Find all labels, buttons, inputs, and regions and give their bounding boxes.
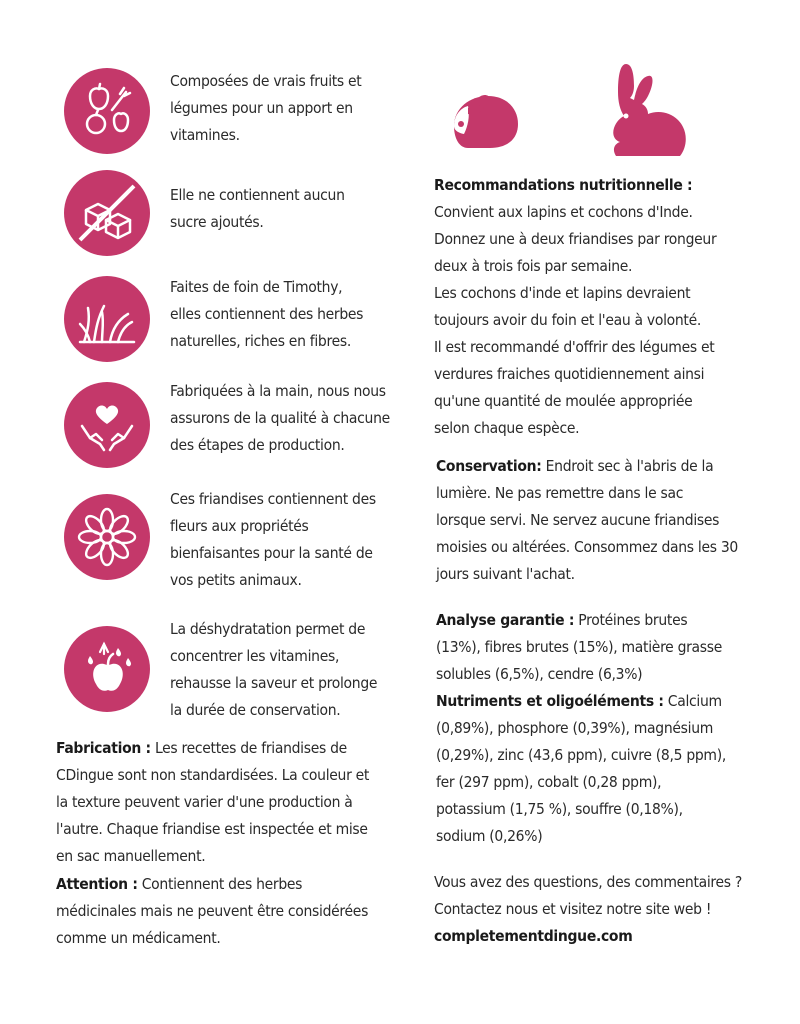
feature-handmade xyxy=(64,382,414,472)
feature-text: Elle ne contiennent aucun sucre ajoutés. xyxy=(170,186,345,231)
analyse-heading: Analyse garantie : xyxy=(436,611,575,629)
feature-no-sugar xyxy=(64,170,414,260)
rabbit-icon xyxy=(598,58,694,162)
fruits-vegetables-icon xyxy=(64,68,150,154)
hay-grass-icon xyxy=(64,276,150,362)
conservation-section xyxy=(436,453,786,588)
attention-heading: Attention : xyxy=(56,875,138,893)
attention-text: Contiennent des herbes médicinales mais ne peuvent être considérées comme un médicament. xyxy=(56,875,369,947)
no-sugar-icon xyxy=(64,170,150,256)
recommandations-heading: Recommandations nutritionnelle : xyxy=(434,176,693,194)
feature-dehydration xyxy=(64,620,414,719)
guinea-pig-icon xyxy=(446,86,524,154)
analyse-text: Protéines brutes (13%), fibres brutes (15%), matière grasse solubles (6,5%), cendre (6,3%) xyxy=(436,611,723,683)
feature-text: Composées de vrais fruits et légumes pour un apport en vitamines. xyxy=(170,72,362,144)
feature-text: Fabriquées à la main, nous nous assurons de la qualité à chacune des étapes de production. xyxy=(170,382,390,454)
contact-text: Vous avez des questions, des commentaires ? Contactez nous et visitez notre site web ! xyxy=(434,873,742,918)
contact-section xyxy=(434,869,794,950)
analyse-section xyxy=(436,607,786,688)
feature-fruits xyxy=(64,68,414,158)
recommandations-text: Convient aux lapins et cochons d'Inde. Donnez une à deux friandises par rongeur deux à trois fois par semaine. Les cochons d'inde et lapins devraient toujours avoir du foin et l'eau à volonté. Il est recommandé d'offrir des légumes et verdures fraiches quotidiennement ainsi qu'une quantité de moulée appropriée selon chaque espèce. xyxy=(434,203,717,437)
feature-text: Faites de foin de Timothy, elles contiennent des herbes naturelles, riches en fibres. xyxy=(170,278,364,350)
feature-text: Ces friandises contiennent des fleurs aux propriétés bienfaisantes pour la santé de vos petits animaux. xyxy=(170,490,376,589)
attention-section xyxy=(56,871,416,952)
conservation-text: Endroit sec à l'abris de la lumière. Ne pas remettre dans le sac lorsque servi. Ne servez aucune friandises moisies ou altérées. Consommez dans les 30 jours suivant l'achat. xyxy=(436,457,738,583)
recommandations-section xyxy=(434,172,784,442)
feature-hay xyxy=(64,276,414,366)
dehydrated-apple-icon xyxy=(64,626,150,712)
feature-flowers xyxy=(64,490,414,589)
website-link[interactable]: completementdingue.com xyxy=(434,927,633,945)
nutriments-section xyxy=(436,688,786,850)
flower-icon xyxy=(64,494,150,580)
nutriments-text: Calcium (0,89%), phosphore (0,39%), magnésium (0,29%), zinc (43,6 ppm), cuivre (8,5 ppm), fer (297 ppm), cobalt (0,28 ppm), potassium (1,75 %), souffre (0,18%), sodium (0,26%) xyxy=(436,692,726,845)
nutriments-heading: Nutriments et oligoéléments : xyxy=(436,692,664,710)
feature-text: La déshydratation permet de concentrer les vitamines, rehausse la saveur et prolonge la durée de conservation. xyxy=(170,620,378,719)
conservation-heading: Conservation: xyxy=(436,457,542,475)
fabrication-heading: Fabrication : xyxy=(56,739,151,757)
hands-heart-icon xyxy=(64,382,150,468)
fabrication-section xyxy=(56,735,416,870)
fabrication-text: Les recettes de friandises de CDingue sont non standardisées. La couleur et la texture peuvent varier d'une production à l'autre. Chaque friandise est inspectée et mise en sac manuellement. xyxy=(56,739,370,865)
